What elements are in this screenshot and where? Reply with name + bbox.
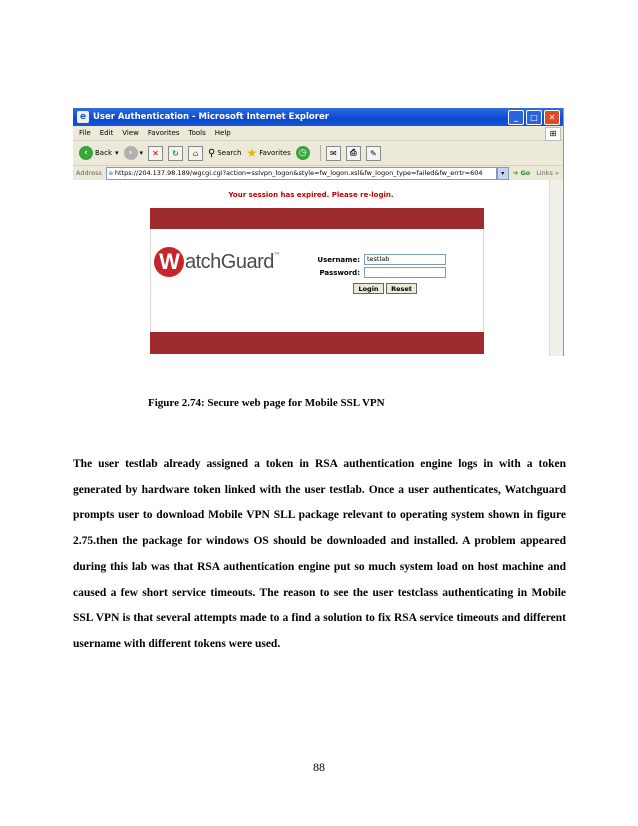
back-dropdown-icon[interactable]: ▾ — [115, 149, 119, 157]
edit-icon[interactable]: ✎ — [366, 146, 381, 161]
favorites-button[interactable] — [246, 146, 290, 160]
url-input[interactable] — [106, 167, 497, 180]
history-icon[interactable]: ◷ — [296, 146, 310, 160]
mail-icon[interactable]: ✉ — [326, 146, 341, 161]
username-label: Username: — [317, 255, 360, 264]
menu-favorites[interactable]: Favorites — [147, 129, 180, 137]
menu-view[interactable]: View — [122, 129, 139, 137]
password-row — [308, 267, 446, 278]
password-label: Password: — [319, 268, 360, 277]
watchguard-logo — [154, 246, 280, 278]
links-label[interactable]: Links » — [536, 169, 559, 177]
address-label: Address — [76, 169, 102, 177]
login-panel — [150, 229, 484, 332]
forward-arrow-icon: › — [124, 146, 138, 160]
home-icon[interactable]: ⌂ — [188, 146, 203, 161]
vertical-scrollbar[interactable] — [549, 180, 563, 356]
url-text: https://204.137.98.189/wgcgi.cgi?action=sslvpn_logon&style=fw_logon.xsl&fw_logon_type=failed&fw_errtr=604 — [114, 169, 483, 177]
links-text: Links — [536, 169, 553, 177]
logo-w-icon: W — [154, 247, 184, 277]
windows-logo-icon: ⊞ — [545, 127, 561, 141]
close-button[interactable]: ✕ — [544, 110, 560, 125]
ie-logo-icon: e — [77, 111, 89, 123]
username-row — [308, 254, 446, 265]
body-paragraph: The user testlab already assigned a token in RSA authentication engine logs in with a token generated by hardware token linked with the user testlab. Once a user authenticates, Watchguard prompts user to download Mobile VPN SLL package relevant to operating system shown in figure 2.75.then the package for windows OS should be downloaded and installed. A problem appeared during this lab was that RSA authentication engine put so much system load on host machine and caused a few short service timeouts. The reason to see the user testclass authenticating in Mobile SSL VPN is that several attempts made to a find a solution to fix RSA service timeouts and different username with different tokens were used. — [73, 458, 566, 650]
search-button[interactable] — [208, 148, 241, 159]
username-field[interactable]: testlab — [364, 254, 446, 265]
page-content — [73, 180, 549, 356]
toolbar — [73, 141, 563, 166]
address-bar — [73, 166, 563, 181]
search-icon: ⚲ — [208, 147, 216, 159]
back-button[interactable] — [79, 146, 119, 160]
maximize-button[interactable]: □ — [526, 110, 542, 125]
menu-file[interactable]: File — [79, 129, 91, 137]
reset-button[interactable]: Reset — [386, 283, 417, 294]
login-button[interactable]: Login — [353, 283, 384, 294]
figure-caption: Figure 2.74: Secure web page for Mobile SSL VPN — [148, 397, 385, 409]
page-number: 88 — [313, 760, 325, 774]
forward-dropdown-icon[interactable]: ▾ — [139, 149, 144, 157]
menu-help[interactable]: Help — [214, 129, 231, 137]
stop-icon[interactable]: ✕ — [148, 146, 163, 161]
go-button[interactable]: ➔ Go — [512, 169, 531, 177]
browser-screenshot — [73, 108, 564, 356]
logo-text: atchGuard — [185, 250, 274, 273]
window-title: User Authentication - Microsoft Internet Explorer — [93, 112, 329, 122]
banner-top — [150, 208, 484, 229]
back-label: Back — [95, 149, 112, 157]
page-icon: e — [108, 169, 113, 177]
session-expired-message: Your session has expired. Please re-login. — [228, 191, 394, 199]
menu-tools[interactable]: Tools — [188, 129, 206, 137]
go-label: Go — [520, 169, 531, 177]
password-field[interactable] — [364, 267, 446, 278]
search-label: Search — [217, 149, 242, 157]
menu-bar — [73, 126, 563, 141]
minimize-button[interactable]: _ — [508, 110, 524, 125]
banner-bottom — [150, 332, 484, 354]
trademark-icon: ™ — [273, 252, 280, 258]
title-bar — [73, 108, 563, 126]
menu-edit[interactable]: Edit — [99, 129, 114, 137]
back-arrow-icon: ‹ — [79, 146, 93, 160]
forward-button[interactable] — [124, 146, 144, 160]
favorites-label: Favorites — [259, 149, 291, 157]
address-dropdown-icon[interactable]: ▾ — [497, 167, 509, 180]
star-icon: ★ — [246, 146, 258, 160]
print-icon[interactable]: ⎙ — [346, 146, 361, 161]
refresh-icon[interactable]: ↻ — [168, 146, 183, 161]
